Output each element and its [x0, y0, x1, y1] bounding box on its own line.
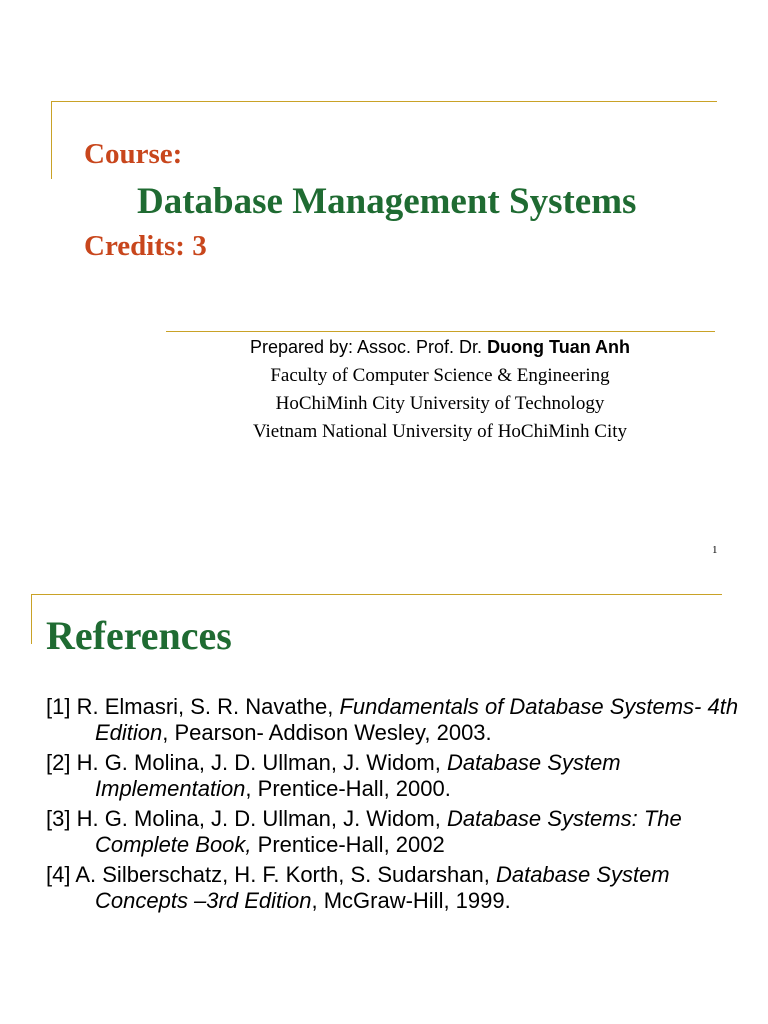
reference-item	[46, 694, 746, 746]
reference-authors: A. Silberschatz, H. F. Korth, S. Sudarshan,	[75, 862, 496, 887]
author-name: Duong Tuan Anh	[487, 337, 631, 357]
reference-publisher: , McGraw-Hill, 1999.	[311, 888, 511, 913]
page-number: 1	[712, 544, 718, 556]
references-title: References	[46, 613, 232, 658]
author-rule	[166, 331, 715, 332]
prepared-prefix: Prepared by: Assoc. Prof. Dr.	[249, 337, 488, 357]
reference-authors: R. Elmasri, S. R. Navathe,	[76, 694, 340, 719]
reference-number: [3]	[46, 806, 77, 831]
references-list	[46, 694, 746, 918]
reference-title: Fundamentals of Database Systems- 4th Edition	[95, 694, 739, 745]
reference-number: [4]	[46, 862, 76, 887]
reference-publisher: , Pearson- Addison Wesley, 2003.	[162, 720, 492, 745]
affiliation-university: HoChiMinh City University of Technology	[275, 393, 605, 414]
top-rule	[31, 594, 722, 595]
references-slide	[0, 576, 768, 1024]
reference-authors: H. G. Molina, J. D. Ullman, J. Widom,	[76, 806, 447, 831]
reference-number: [2]	[46, 750, 77, 775]
reference-authors: H. G. Molina, J. D. Ullman, J. Widom,	[76, 750, 447, 775]
reference-number: [1]	[46, 694, 77, 719]
prepared-by	[166, 337, 714, 358]
affiliation-national-university: Vietnam National University of HoChiMinh City	[252, 421, 628, 442]
reference-item	[46, 806, 746, 858]
affiliation-faculty: Faculty of Computer Science & Engineering	[270, 365, 610, 386]
reference-item	[46, 862, 746, 914]
reference-title: Database System Implementation	[95, 750, 621, 801]
left-rule	[31, 594, 32, 644]
reference-publisher: , Prentice-Hall, 2000.	[245, 776, 451, 801]
reference-publisher: Prentice-Hall, 2002	[251, 832, 445, 857]
credits-label: Credits: 3	[84, 230, 207, 262]
reference-title: Database System Concepts –3rd Edition	[95, 862, 670, 913]
left-rule	[51, 101, 52, 179]
top-rule	[51, 101, 717, 102]
reference-item	[46, 750, 746, 802]
course-title: Database Management Systems	[137, 181, 637, 222]
course-label: Course:	[84, 138, 183, 170]
reference-title: Database Systems: The Complete Book,	[95, 806, 682, 857]
